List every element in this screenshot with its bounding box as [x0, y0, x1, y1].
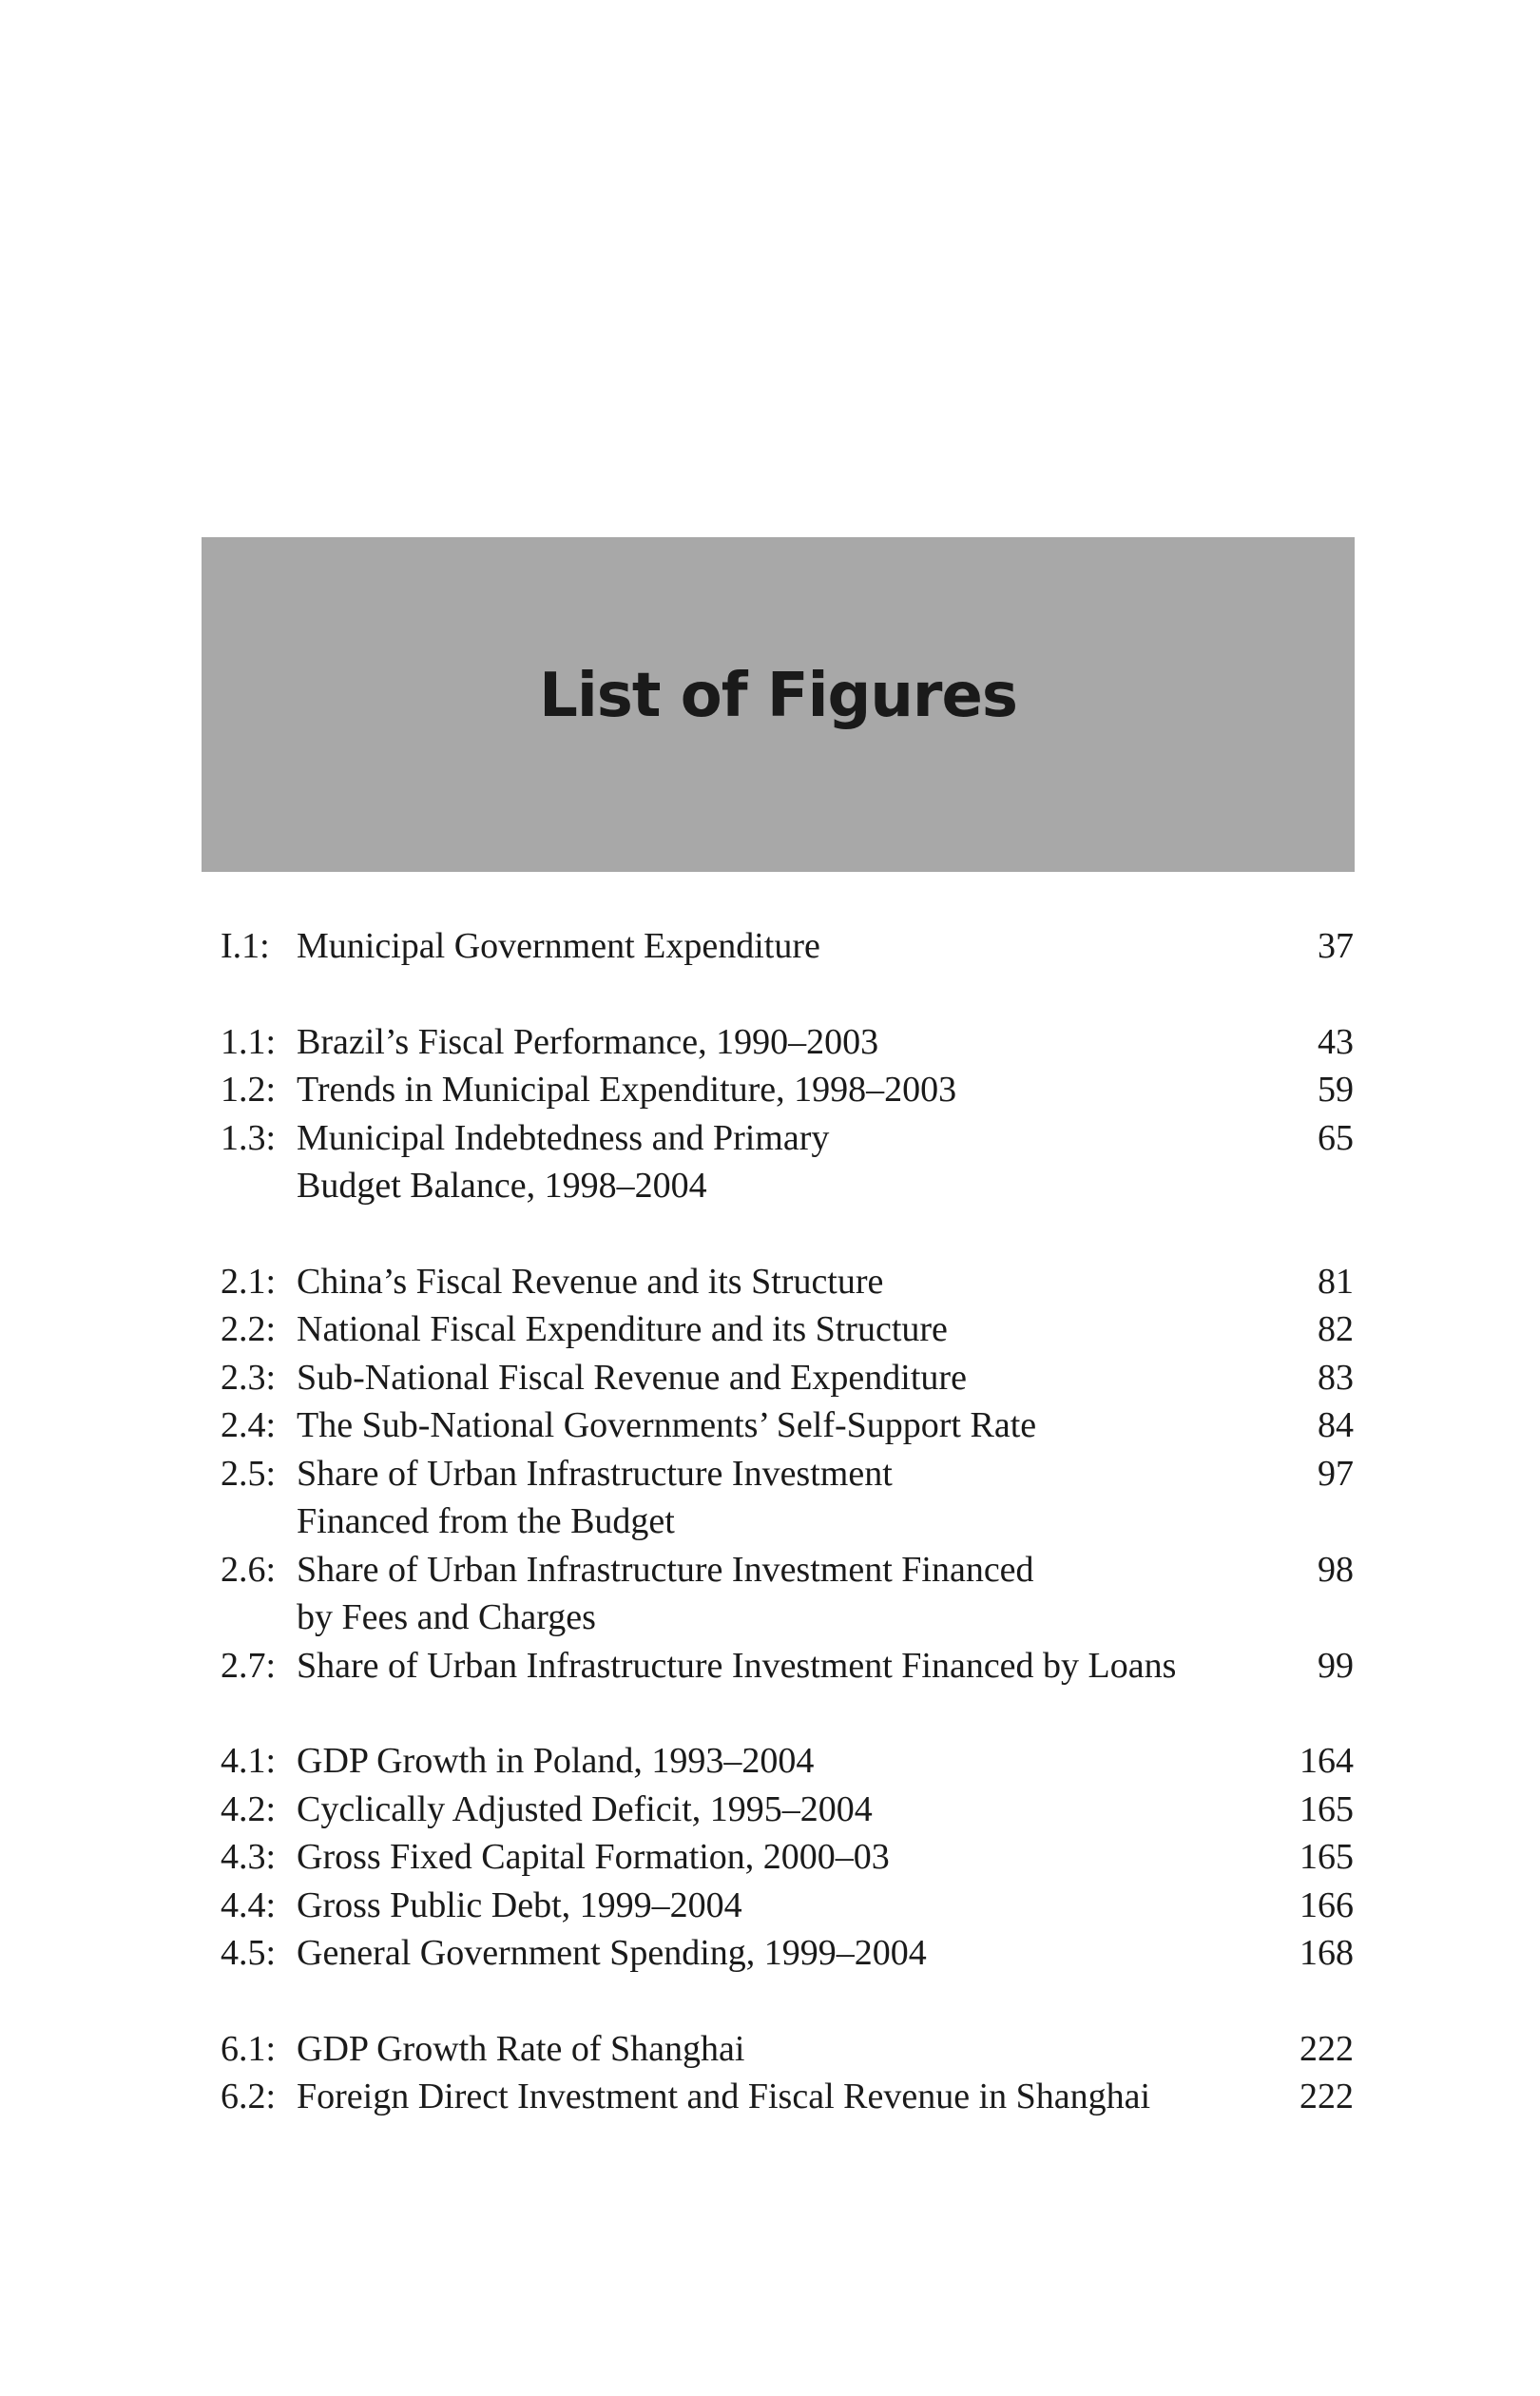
figure-entry — [221, 1354, 1354, 1402]
figure-page-number: 166 — [1299, 1884, 1354, 1925]
figure-title-line: Share of Urban Infrastructure Investment Financed by Loans — [297, 1645, 1177, 1686]
figure-title — [297, 1114, 1259, 1210]
figure-title — [297, 2073, 1259, 2121]
figure-entry — [221, 1882, 1354, 1930]
figure-page-number: 168 — [1299, 1933, 1354, 1973]
figure-title — [297, 1882, 1259, 1930]
figure-page-number: 65 — [1318, 1117, 1354, 1158]
figure-title-line: Municipal Indebtedness and Primary — [297, 1117, 830, 1158]
figure-title-line: GDP Growth in Poland, 1993–2004 — [297, 1741, 815, 1781]
figure-entry — [221, 2025, 1354, 2074]
figure-entry — [221, 1786, 1354, 1834]
figure-page-number: 98 — [1318, 1549, 1354, 1590]
figure-entry — [221, 1642, 1354, 1691]
figure-title — [297, 1786, 1259, 1834]
figure-entry — [221, 1018, 1354, 1067]
figure-title — [297, 1258, 1259, 1306]
page-title: List of Figures — [539, 661, 1017, 731]
figure-page-number: 222 — [1299, 2028, 1354, 2069]
figure-number: 6.2: — [221, 2077, 277, 2116]
figure-title-line: Gross Public Debt, 1999–2004 — [297, 1884, 742, 1925]
figure-group — [221, 1258, 1354, 1691]
figure-title — [297, 1354, 1259, 1402]
figure-title-line: by Fees and Charges — [297, 1597, 596, 1637]
figure-number: 1.1: — [221, 1021, 277, 1062]
figure-number: 2.5: — [221, 1453, 277, 1494]
figure-entry — [221, 1833, 1354, 1882]
figure-title — [297, 1929, 1259, 1978]
figure-title-line: Share of Urban Infrastructure Investment Financed — [297, 1549, 1034, 1590]
figure-entry — [221, 1305, 1354, 1354]
figure-title — [297, 1018, 1259, 1067]
figure-title — [297, 1642, 1259, 1691]
figure-entry — [221, 1737, 1354, 1786]
figure-entry — [221, 1546, 1354, 1642]
figure-group — [221, 1737, 1354, 1978]
figure-number: 4.1: — [221, 1741, 277, 1781]
figure-number: 4.4: — [221, 1884, 277, 1925]
figure-title — [297, 1546, 1259, 1642]
figure-title-line: Budget Balance, 1998–2004 — [297, 1166, 707, 1206]
figure-entry — [221, 1066, 1354, 1114]
figure-title-line: Financed from the Budget — [297, 1501, 675, 1541]
figure-entry — [221, 1114, 1354, 1210]
figure-number: 2.7: — [221, 1645, 277, 1686]
figure-title — [297, 1833, 1259, 1882]
figure-page-number: 59 — [1318, 1070, 1354, 1110]
figure-page-number: 84 — [1318, 1405, 1354, 1445]
figure-entry — [221, 1929, 1354, 1978]
figure-entry — [221, 1258, 1354, 1306]
figure-number: 2.2: — [221, 1309, 277, 1349]
figure-entry — [221, 922, 1354, 971]
figure-title-line: The Sub-National Governments’ Self-Support Rate — [297, 1405, 1037, 1445]
figure-title — [297, 1401, 1259, 1450]
figure-title-line: Municipal Government Expenditure — [297, 926, 820, 966]
figure-page-number: 83 — [1318, 1357, 1354, 1398]
figure-entry — [221, 1401, 1354, 1450]
figure-title-line: General Government Spending, 1999–2004 — [297, 1933, 927, 1973]
figure-title — [297, 1450, 1259, 1546]
figure-title — [297, 1737, 1259, 1786]
figure-title — [297, 1305, 1259, 1354]
figure-page-number: 43 — [1318, 1021, 1354, 1062]
figure-page-number: 165 — [1299, 1788, 1354, 1829]
figure-entry — [221, 2073, 1354, 2121]
figure-number: 2.4: — [221, 1405, 277, 1445]
figure-title — [297, 922, 1259, 971]
figure-number: 4.3: — [221, 1837, 277, 1877]
figure-number: 2.6: — [221, 1549, 277, 1590]
figure-page-number: 37 — [1318, 926, 1354, 966]
figure-title-line: GDP Growth Rate of Shanghai — [297, 2028, 745, 2069]
figure-title-line: Brazil’s Fiscal Performance, 1990–2003 — [297, 1021, 879, 1062]
figure-title-line: Trends in Municipal Expenditure, 1998–2003 — [297, 1070, 957, 1110]
figure-page-number: 164 — [1299, 1741, 1354, 1781]
figure-title — [297, 1066, 1259, 1114]
figure-page-number: 99 — [1318, 1645, 1354, 1686]
figure-page-number: 82 — [1318, 1309, 1354, 1349]
figure-number: 6.1: — [221, 2028, 277, 2069]
figure-number: I.1: — [221, 926, 270, 966]
figure-number: 2.3: — [221, 1357, 277, 1398]
figure-title — [297, 2025, 1259, 2074]
figure-page-number: 81 — [1318, 1261, 1354, 1302]
figure-page-number: 165 — [1299, 1837, 1354, 1877]
figure-number: 1.3: — [221, 1117, 277, 1158]
figure-number: 1.2: — [221, 1070, 277, 1110]
figure-title-line: Cyclically Adjusted Deficit, 1995–2004 — [297, 1788, 873, 1829]
figure-number: 2.1: — [221, 1261, 277, 1302]
figure-title-line: National Fiscal Expenditure and its Structure — [297, 1309, 948, 1349]
figure-title-line: Gross Fixed Capital Formation, 2000–03 — [297, 1837, 890, 1877]
figure-page-number: 222 — [1299, 2077, 1354, 2116]
figure-list — [221, 922, 1354, 2169]
figure-title-line: Share of Urban Infrastructure Investment — [297, 1453, 893, 1494]
figure-group — [221, 2025, 1354, 2121]
figure-page-number: 97 — [1318, 1453, 1354, 1494]
figure-number: 4.2: — [221, 1788, 277, 1829]
figure-number: 4.5: — [221, 1933, 277, 1973]
figure-title-line: China’s Fiscal Revenue and its Structure — [297, 1261, 884, 1302]
title-band — [202, 537, 1355, 872]
figure-title-line: Sub-National Fiscal Revenue and Expenditure — [297, 1357, 967, 1398]
figure-title-line: Foreign Direct Investment and Fiscal Revenue in Shanghai — [297, 2077, 1151, 2116]
figure-entry — [221, 1450, 1354, 1546]
figure-group — [221, 1018, 1354, 1210]
figure-group — [221, 922, 1354, 971]
